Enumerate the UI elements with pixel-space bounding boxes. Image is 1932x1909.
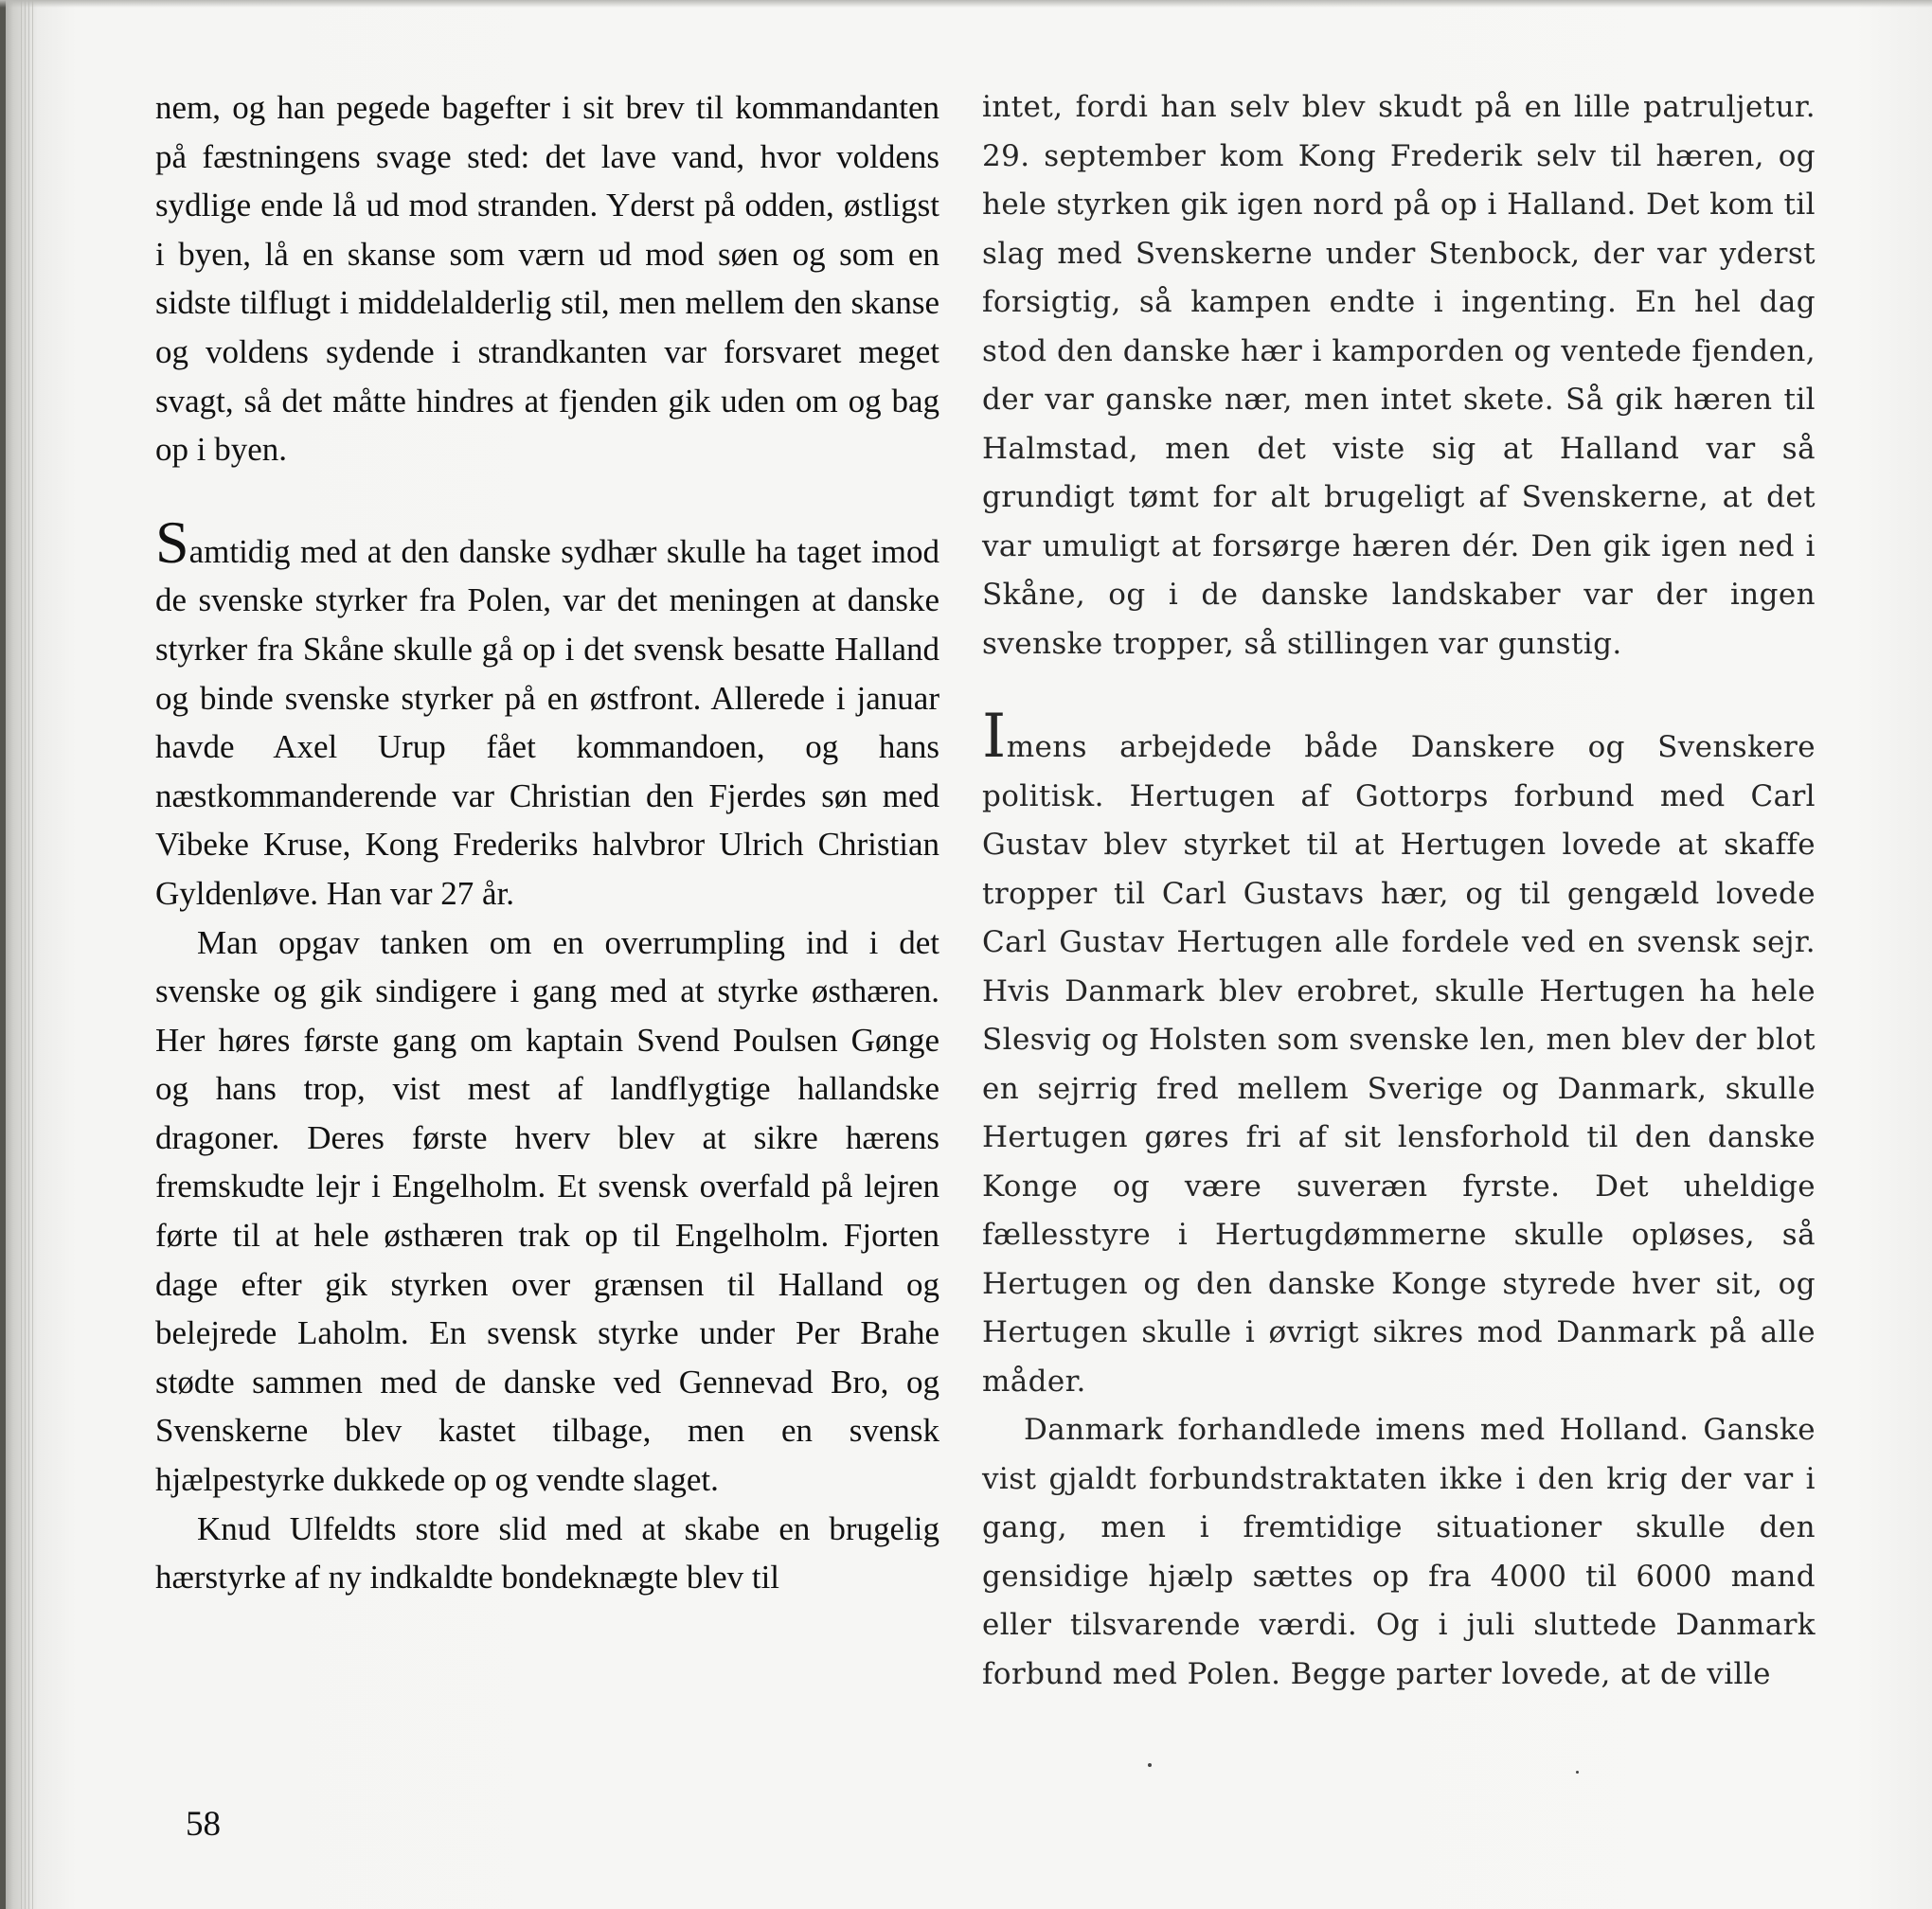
left-paragraph-2 (155, 508, 939, 919)
page-edges (21, 0, 34, 1909)
left-paragraph-4: Knud Ulfeldts store slid med at skabe en brugelig hærstyrke af ny indkaldte bondeknægte blev til (155, 1509, 939, 1597)
page-number: 58 (186, 1805, 221, 1844)
right-column (982, 83, 1816, 1699)
left-paragraph-3: Man opgav tanken om en overrumpling ind i det svenske og gik sindigere i gang med at styrke østhæren. Her høres første gang om kaptain Svend Poulsen Gønge og hans trop, vist mest af landflygtige hallandske dragoner. Deres første hverv blev at sikre hærens fremskudte lejr i Engelholm. Et svensk overfald på lejren førte til at hele østhæren trak op til Engelholm. Fjorten dage efter gik styrken over grænsen til Halland og belejrede Laholm. En svensk styrke under Per Brahe stødte sammen med de danske ved Gennevad Bro, og Svenskerne blev kastet tilbage, men en svensk hjælpestyrke dukkede op og vendte slaget. (155, 923, 939, 1499)
right-paragraph-3: Danmark forhandlede imens med Holland. Ganske vist gjaldt forbundstraktaten ikke i den krig der var i gang, men i fremtidige situationer skulle den gensidige hjælp sættes op fra 4000 til 6000 mand eller tilsvarende værdi. Og i juli sluttede Danmark forbund med Polen. Begge parter lovede, at de ville (982, 1413, 1816, 1691)
dropcap-s: S (155, 508, 189, 576)
book-edge (0, 0, 6, 1909)
left-paragraph-1: nem, og han pegede bagefter i sit brev til kommandanten på fæstningens svage sted: det lave vand, hvor voldens sydlige ende lå ud mod stranden. Yderst på odden, østligst i byen, lå en skanse som værn ud mod søen og som en sidste tilflugt i middelalderlig stil, men mellem den skanse og voldens sydende i strandkanten var forsvaret meget svagt, så det måtte hindres at fjenden gik uden om og bag op i byen. (155, 89, 939, 469)
left-paragraph-2-text: amtidig med at den danske sydhær skulle ha taget imod de svenske styrker fra Polen, var det meningen at danske styrker fra Skåne skulle gå op i det svensk besatte Halland og binde svenske styrker på en østfront. Allerede i januar havde Axel Urup fået kommandoen, og hans næstkommanderende var Christian den Fjerdes søn med Vibeke Kruse, Kong Frederiks halvbror Ulrich Christian Gyldenløve. Han var 27 år. (155, 532, 939, 912)
left-column (155, 83, 939, 1602)
right-paragraph-1: intet, fordi han selv blev skudt på en lille patruljetur. 29. september kom Kong Frederik selv til hæren, og hele styrken gik igen nord på op i Halland. Det kom til slag med Svenskerne under Stenbock, der var yderst forsigtig, så kampen endte i ingenting. En hel dag stod den danske hær i kamporden og ventede fjenden, der var ganske nær, men intet skete. Så gik hæren til Halmstad, men det viste sig at Halland var så grundigt tømt for alt brugeligt af Svenskerne, at det var umuligt at forsørge hæren dér. Den gik igen ned i Skåne, og i de danske landskaber var der ingen svenske tropper, så stillingen var gunstig. (982, 90, 1816, 661)
right-paragraph-2-text: mens arbejdede både Danskere og Svenskere politisk. Hertugen af Gottorps forbund med Carl Gustav blev styrket til at Hertugen lovede at skaffe tropper til Carl Gustavs hær, og til gengæld lovede Carl Gustav Hertugen alle fordele ved en svensk sejr. Hvis Danmark blev erobret, skulle Hertugen ha hele Slesvig og Holsten som svenske len, men blev der blot en sejrrig fred mellem Sverige og Danmark, skulle Hertugen gøres fri af sit lensforhold til den danske Konge og være suveræn fyrste. Det uheldige fællesstyre i Hertugdømmerne skulle opløses, så Hertugen og den danske Konge styrede hver sit, og Hertugen skulle i øvrigt sikres mod Danmark på alle måder. (982, 730, 1816, 1399)
speck (1148, 1763, 1152, 1767)
top-shadow (0, 0, 1932, 8)
right-paragraph-2 (982, 702, 1816, 1406)
dropcap-i: I (982, 702, 1007, 772)
speck (1576, 1771, 1579, 1774)
